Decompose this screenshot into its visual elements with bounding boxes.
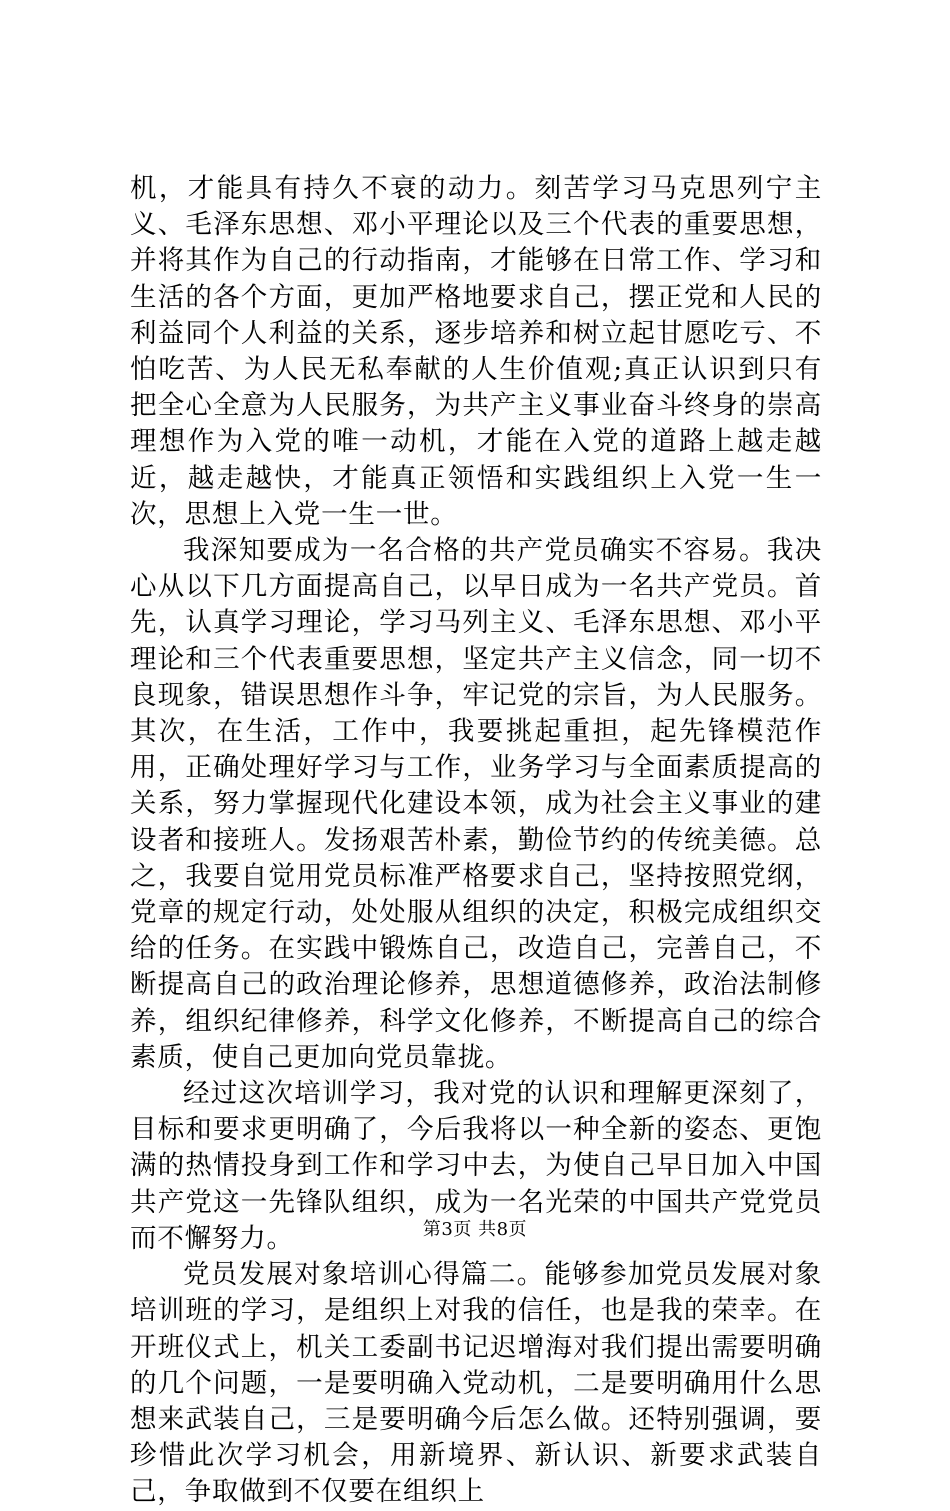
page-number-indicator: 第3页 共8页 — [422, 1219, 528, 1240]
paragraph-4: 党员发展对象培训心得篇二。能够参加党员发展对象培训班的学习，是组织上对我的信任，也是我的荣幸。在开班仪式上，机关工委副书记迟增海对我们提出需要明确的几个问题，一是要明确入党动机，二是要明确用什么思想来武装自己，三是要明确今后怎么做。还特别强调，要珍惜此次学习机会，用新境界、新认识、新要求武装自己，争取做到不仅要在组织上 — [130, 1259, 822, 1508]
document-body — [130, 171, 822, 1511]
paragraph-3: 经过这次培训学习，我对党的认识和理解更深刻了，目标和要求更明确了，今后我将以一种全新的姿态、更饱满的热情投身到工作和学习中去，为使自己早日加入中国共产党这一先锋队组织，成为一名光荣的中国共产党党员而不懈努力。 — [130, 1078, 822, 1254]
page-footer — [0, 1218, 950, 1242]
paragraph-2: 我深知要成为一名合格的共产党员确实不容易。我决心从以下几方面提高自己，以早日成为一名共产党员。首先，认真学习理论，学习马列主义、毛泽东思想、邓小平理论和三个代表重要思想，坚定共产主义信念，同一切不良现象，错误思想作斗争，牢记党的宗旨，为人民服务。其次，在生活，工作中，我要挑起重担，起先锋模范作用，正确处理好学习与工作，业务学习与全面素质提高的关系，努力掌握现代化建设本领，成为社会主义事业的建设者和接班人。发扬艰苦朴素，勤俭节约的传统美德。总之，我要自觉用党员标准严格要求自己，坚持按照党纲，党章的规定行动，处处服从组织的决定，积极完成组织交给的任务。在实践中锻炼自己，改造自己，完善自己，不断提高自己的政治理论修养，思想道德修养，政治法制修养，组织纪律修养，科学文化修养，不断提高自己的综合素质，使自己更加向党员靠拢。 — [130, 535, 822, 1073]
paragraph-1: 机，才能具有持久不衰的动力。刻苦学习马克思列宁主义、毛泽东思想、邓小平理论以及三个代表的重要思想，并将其作为自己的行动指南，才能够在日常工作、学习和生活的各个方面，更加严格地要求自己，摆正党和人民的利益同个人利益的关系，逐步培养和树立起甘愿吃亏、不怕吃苦、为人民无私奉献的人生价值观;真正认识到只有把全心全意为人民服务，为共产主义事业奋斗终身的崇高理想作为入党的唯一动机，才能在入党的道路上越走越近，越走越快，才能真正领悟和实践组织上入党一生一次，思想上入党一生一世。 — [130, 173, 822, 530]
